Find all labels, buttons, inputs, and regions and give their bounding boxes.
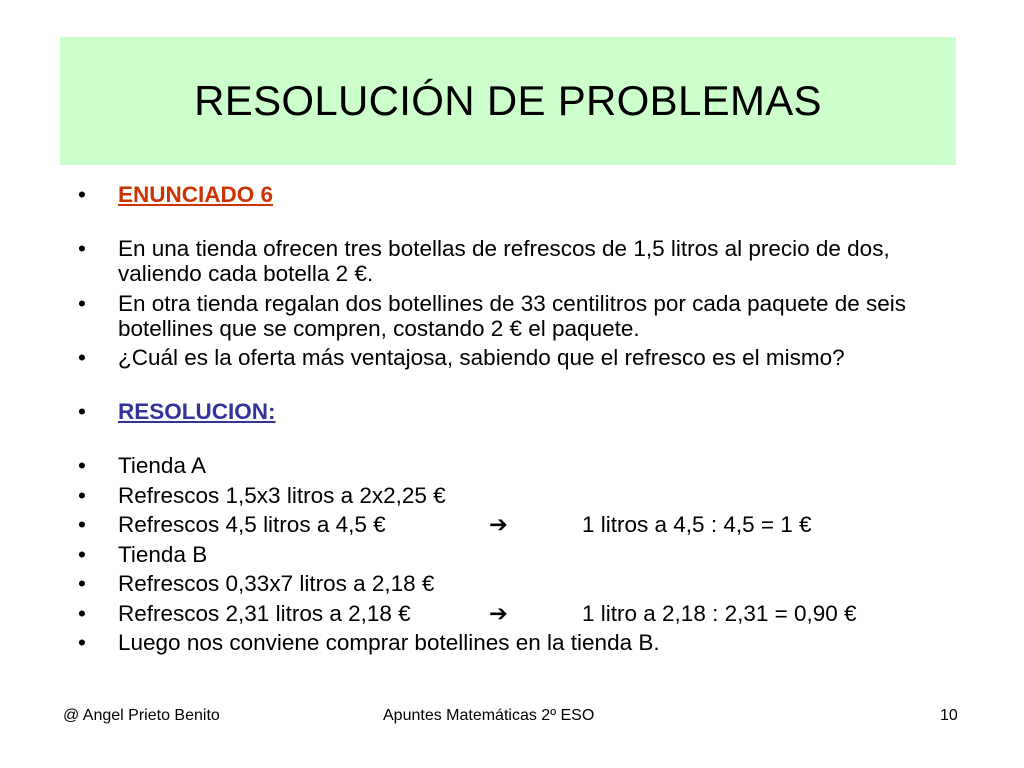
footer-author: @ Angel Prieto Benito bbox=[63, 707, 220, 724]
store-b-line-1: • Refrescos 0,33x7 litros a 2,18 € bbox=[78, 571, 978, 596]
footer-course: Apuntes Matemáticas 2º ESO bbox=[383, 707, 595, 724]
store-b-label: • Tienda B bbox=[78, 542, 978, 567]
statement-item: • En otra tienda regalan dos botellines de 33 centilitros por cada paquete de seis botellines que se compren, costando 2 € el paquete. bbox=[78, 291, 978, 341]
title-banner bbox=[60, 37, 956, 165]
footer-page-number: 10 bbox=[940, 707, 958, 724]
calc-left: • Refrescos 4,5 litros a 4,5 € bbox=[118, 512, 386, 537]
store-a-line-1: • Refrescos 1,5x3 litros a 2x2,25 € bbox=[78, 483, 978, 508]
calc-left: • Refrescos 2,31 litros a 2,18 € bbox=[118, 600, 411, 626]
calc-right: 1 litro a 2,18 : 2,31 = 0,90 € bbox=[582, 600, 857, 626]
slide-title: RESOLUCIÓN DE PROBLEMAS bbox=[194, 77, 822, 124]
heading-enunciado: ENUNCIADO 6 bbox=[118, 182, 274, 207]
statement-question: • ¿Cuál es la oferta más ventajosa, sabiendo que el refresco es el mismo? bbox=[78, 345, 978, 370]
bullet-heading-resolucion bbox=[78, 399, 978, 424]
store-b-line-2 bbox=[78, 601, 978, 626]
conclusion: • Luego nos conviene comprar botellines en la tienda B. bbox=[78, 630, 978, 655]
statement-item: • En una tienda ofrecen tres botellas de refrescos de 1,5 litros al precio de dos, valiendo cada botella 2 €. bbox=[78, 236, 978, 286]
heading-resolucion: RESOLUCION: bbox=[118, 399, 276, 424]
bullet-heading-enunciado bbox=[78, 182, 978, 207]
arrow-right-icon: ➔ bbox=[489, 600, 508, 626]
store-a-label: • Tienda A bbox=[78, 453, 978, 478]
store-a-line-2 bbox=[78, 512, 978, 537]
calc-right: 1 litros a 4,5 : 4,5 = 1 € bbox=[582, 512, 812, 537]
slide-content bbox=[78, 182, 978, 660]
arrow-right-icon: ➔ bbox=[489, 512, 508, 537]
